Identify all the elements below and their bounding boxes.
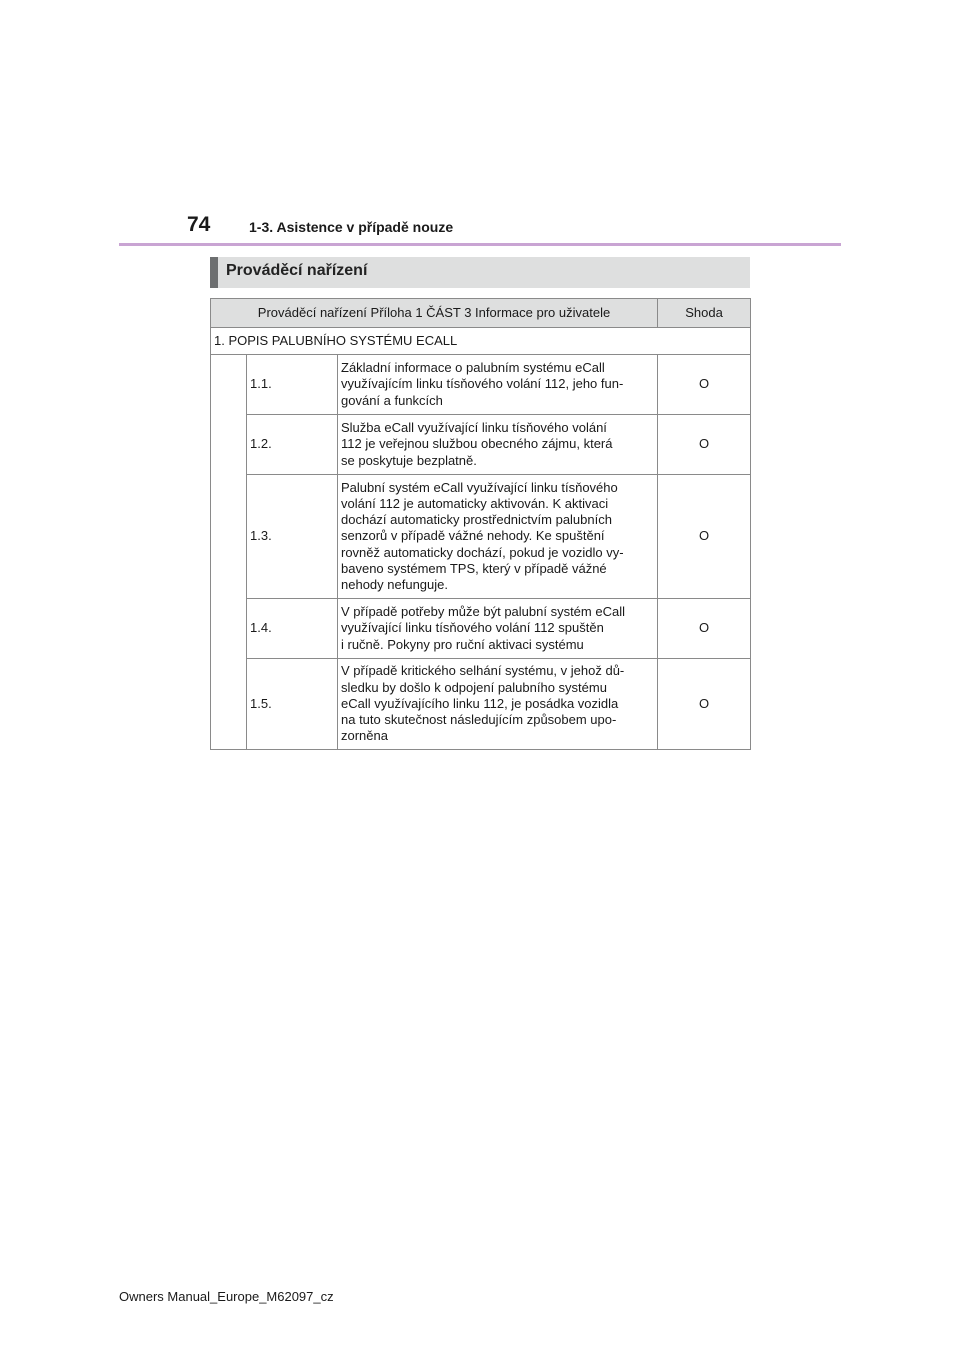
column-header-shoda: Shoda: [658, 299, 751, 328]
section-label: 1. POPIS PALUBNÍHO SYSTÉMU ECALL: [211, 328, 751, 355]
desc-line: senzorů v případě vážné nehody. Ke spuštění: [341, 528, 605, 544]
desc-line: eCall využívajícího linku 112, je posádka vozidla: [341, 695, 619, 711]
table-row: [211, 599, 751, 659]
table-row: [211, 355, 751, 415]
row-description: [338, 599, 658, 659]
desc-line: baveno systémem TPS, který v případě vážné: [341, 560, 607, 576]
desc-line: gování a funkcích: [341, 392, 443, 408]
row-number: 1.3.: [247, 475, 338, 599]
desc-line: sledku by došlo k odpojení palubního systému: [341, 679, 607, 695]
row-description: [338, 355, 658, 415]
desc-line: Základní informace o palubním systému eCall: [341, 360, 605, 376]
heading-accent: [210, 257, 218, 288]
desc-line: 112 je veřejnou službou obecného zájmu, která: [341, 436, 613, 452]
desc-line: využívajícím linku tísňového volání 112, jeho fun-: [341, 376, 624, 392]
heading-bar: [210, 257, 750, 288]
row-description: [338, 475, 658, 599]
regulation-table: [210, 298, 751, 750]
table-header-row: [211, 299, 751, 328]
row-shoda: O: [658, 475, 751, 599]
page-number: 74: [187, 213, 211, 236]
table-row: [211, 475, 751, 599]
row-number: 1.2.: [247, 415, 338, 475]
table-row: [211, 659, 751, 750]
section-row: [211, 328, 751, 355]
desc-line: V případě potřeby může být palubní systém eCall: [341, 604, 625, 620]
desc-line: V případě kritického selhání systému, v jehož dů-: [341, 663, 625, 679]
desc-line: i ručně. Pokyny pro ruční aktivaci systému: [341, 636, 584, 652]
row-description: [338, 415, 658, 475]
row-number: 1.4.: [247, 599, 338, 659]
desc-line: zorněna: [341, 728, 388, 744]
row-shoda: O: [658, 355, 751, 415]
column-header-info: Prováděcí nařízení Příloha 1 ČÁST 3 Informace pro uživatele: [211, 299, 658, 328]
heading-title: Prováděcí nařízení: [226, 262, 368, 279]
desc-line: Služba eCall využívající linku tísňového volání: [341, 420, 607, 436]
desc-line: Palubní systém eCall využívající linku tísňového: [341, 479, 618, 495]
row-description: [338, 659, 658, 750]
indent-cell: [211, 355, 247, 750]
row-shoda: O: [658, 659, 751, 750]
desc-line: využívající linku tísňového volání 112 spuštěn: [341, 620, 604, 636]
row-shoda: O: [658, 599, 751, 659]
desc-line: se poskytuje bezplatně.: [341, 452, 477, 468]
desc-line: rovněž automaticky dochází, pokud je vozidlo vy-: [341, 544, 624, 560]
row-number: 1.1.: [247, 355, 338, 415]
header-rule: [119, 243, 841, 246]
row-number: 1.5.: [247, 659, 338, 750]
table-row: [211, 415, 751, 475]
desc-line: na tuto skutečnost následujícím způsobem upo-: [341, 712, 617, 728]
section-title: 1-3. Asistence v případě nouze: [249, 219, 454, 235]
desc-line: volání 112 je automaticky aktivován. K aktivaci: [341, 495, 609, 511]
row-shoda: O: [658, 415, 751, 475]
footer-doc-id: Owners Manual_Europe_M62097_cz: [119, 1289, 334, 1304]
desc-line: dochází automaticky prostřednictvím palubních: [341, 512, 612, 528]
desc-line: nehody nefunguje.: [341, 577, 448, 592]
